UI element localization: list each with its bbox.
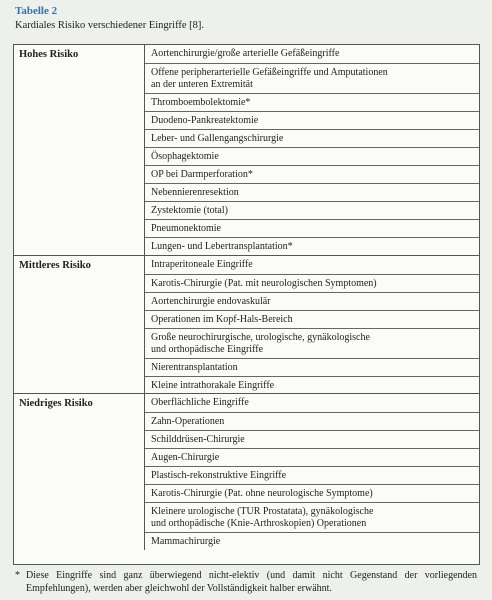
- procedure-text: Große neurochirurgische, urologische, gynäkologische: [151, 332, 370, 343]
- procedure-row: [145, 466, 479, 484]
- footnote-marker: *: [15, 570, 20, 581]
- table-number: Tabelle 2: [15, 5, 58, 17]
- procedure-row: [145, 292, 479, 310]
- procedure-text: an der unteren Extremität: [151, 79, 253, 90]
- procedure-text: Aortenchirurgie endovaskulär: [151, 296, 271, 307]
- table-caption: Kardiales Risiko verschiedener Eingriffe [8].: [15, 20, 205, 31]
- procedure-text: Karotis-Chirurgie (Pat. ohne neurologische Symptome): [151, 488, 373, 499]
- procedure-row: [145, 129, 479, 147]
- procedure-row: [145, 502, 479, 532]
- procedure-row: [145, 358, 479, 376]
- procedure-list: [145, 394, 479, 550]
- procedure-row: [145, 328, 479, 358]
- procedure-row: [145, 448, 479, 466]
- procedure-text: Schilddrüsen-Chirurgie: [151, 434, 245, 445]
- procedure-text: Aortenchirurgie/große arterielle Gefäßeingriffe: [151, 48, 340, 59]
- risk-table: [13, 44, 480, 565]
- procedure-text: Thromboembolektomie*: [151, 97, 251, 108]
- procedure-row: [145, 430, 479, 448]
- procedure-text: Intraperitoneale Eingriffe: [151, 259, 253, 270]
- procedure-text: Nebennierenresektion: [151, 187, 239, 198]
- procedure-text: Pneumonektomie: [151, 223, 221, 234]
- procedure-text: Operationen im Kopf-Hals-Bereich: [151, 314, 293, 325]
- procedure-text: Karotis-Chirurgie (Pat. mit neurologischen Symptomen): [151, 278, 377, 289]
- procedure-row: [145, 532, 479, 550]
- footnote-text: Diese Eingriffe sind ganz überwiegend nicht-elektiv (und damit nicht Gegenstand der vorliegenden Empfehlungen), werden aber gleichwohl der Vollständigkeit halber erwähnt.: [26, 570, 477, 594]
- risk-group-high: [14, 45, 479, 255]
- procedure-list: [145, 45, 479, 255]
- procedure-text: OP bei Darmperforation*: [151, 169, 253, 180]
- procedure-text: Nierentransplantation: [151, 362, 238, 373]
- procedure-row: [145, 183, 479, 201]
- procedure-text: Zahn-Operationen: [151, 416, 225, 427]
- risk-group-low: [14, 393, 479, 550]
- procedure-row: [145, 147, 479, 165]
- procedure-text: Plastisch-rekonstruktive Eingriffe: [151, 470, 287, 481]
- procedure-text: und orthopädische (Knie-Arthroskopien) Operationen: [151, 518, 367, 529]
- procedure-row: [145, 256, 479, 274]
- procedure-text: Leber- und Gallengangschirurgie: [151, 133, 284, 144]
- risk-category-label: Mittleres Risiko: [14, 256, 145, 394]
- procedure-row: [145, 111, 479, 129]
- procedure-row: [145, 201, 479, 219]
- procedure-text: Ösophagektomie: [151, 151, 219, 162]
- procedure-text: Oberflächliche Eingriffe: [151, 397, 249, 408]
- procedure-row: [145, 237, 479, 255]
- procedure-text: Augen-Chirurgie: [151, 452, 220, 463]
- procedure-row: [145, 165, 479, 183]
- procedure-row: [145, 394, 479, 412]
- risk-category-label: Niedriges Risiko: [14, 394, 145, 550]
- procedure-row: [145, 376, 479, 394]
- procedure-text: Kleinere urologische (TUR Prostatata), gynäkologische: [151, 506, 374, 517]
- procedure-text: und orthopädische Eingriffe: [151, 344, 264, 355]
- procedure-row: [145, 274, 479, 292]
- procedure-text: Duodeno-Pankreatektomie: [151, 115, 259, 126]
- procedure-row: [145, 219, 479, 237]
- procedure-text: Kleine intrathorakale Eingriffe: [151, 380, 275, 391]
- risk-category-label: Hohes Risiko: [14, 45, 145, 255]
- procedure-text: Offene peripherarterielle Gefäßeingriffe und Amputationen: [151, 67, 388, 78]
- procedure-row: [145, 93, 479, 111]
- procedure-row: [145, 484, 479, 502]
- procedure-text: Lungen- und Lebertransplantation*: [151, 241, 293, 252]
- table-footnote: [15, 569, 477, 595]
- procedure-list: [145, 256, 479, 394]
- risk-group-medium: [14, 255, 479, 394]
- procedure-text: Zystektomie (total): [151, 205, 228, 216]
- procedure-row: [145, 45, 479, 63]
- procedure-text: Mammachirurgie: [151, 536, 221, 547]
- procedure-row: [145, 63, 479, 93]
- procedure-row: [145, 412, 479, 430]
- procedure-row: [145, 310, 479, 328]
